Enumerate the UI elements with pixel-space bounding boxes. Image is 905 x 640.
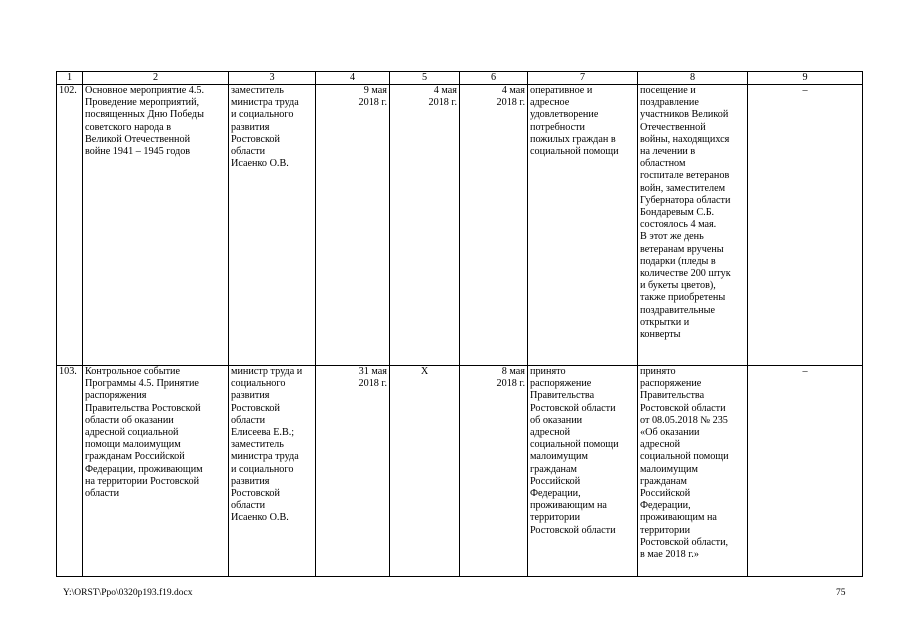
column-header: 5 [390,72,460,85]
column-header: 2 [83,72,229,85]
activity-name: Контрольное событие Программы 4.5. Принятие распоряжения Правительства Ростовской области об оказании адресной социальной помощи малоимущим гражданам Российской Федерации, проживающим на территории Ростовской области [83,366,229,577]
notes-cell: – [748,366,863,577]
table-row [57,85,863,366]
row-number: 103. [57,366,83,577]
responsible-person: заместитель министра труда и социального развития Ростовской области Исаенко О.В. [229,85,316,366]
report-table [56,71,863,577]
planned-result: принято распоряжение Правительства Ростовской области об оказании адресной социальной помощи малоимущим гражданам Российской Федерации, проживающим на территории Ростовской области [528,366,638,577]
table-header-row [57,72,863,85]
column-header: 3 [229,72,316,85]
date-cell: 31 мая 2018 г. [316,366,390,577]
activity-name: Основное мероприятие 4.5. Проведение мероприятий, посвященных Дню Победы советского народа в Великой Отечественной войне 1941 – 1945 годов [83,85,229,366]
column-header: 9 [748,72,863,85]
column-header: 4 [316,72,390,85]
planned-result: оперативное и адресное удовлетворение потребности пожилых граждан в социальной помощи [528,85,638,366]
row-number: 102. [57,85,83,366]
column-header: 1 [57,72,83,85]
table-row [57,366,863,577]
date-cell: 8 мая 2018 г. [460,366,528,577]
column-header: 8 [638,72,748,85]
column-header: 7 [528,72,638,85]
date-cell: 4 мая 2018 г. [460,85,528,366]
column-header: 6 [460,72,528,85]
actual-result: принято распоряжение Правительства Ростовской области от 08.05.2018 № 235 «Об оказании адресной социальной помощи малоимущим гражданам Российской Федерации, проживающим на территории Ростовской области, в мае 2018 г.» [638,366,748,577]
page-number: 75 [836,588,846,598]
footer-file-path: Y:\ORST\Ppo\0320p193.f19.docx [63,588,193,598]
notes-cell: – [748,85,863,366]
responsible-person: министр труда и социального развития Ростовской области Елисеева Е.В.; заместитель министра труда и социального развития Ростовской области Исаенко О.В. [229,366,316,577]
date-cell: Х [390,366,460,577]
date-cell: 4 мая 2018 г. [390,85,460,366]
date-cell: 9 мая 2018 г. [316,85,390,366]
actual-result: посещение и поздравление участников Великой Отечественной войны, находящихся на лечении в областном госпитале ветеранов войн, заместителем Губернатора области Бондаревым С.Б. состоялось 4 мая. В этот же день ветеранам вручены подарки (пледы в количестве 200 штук и букеты цветов), также приобретены поздравительные открытки и конверты [638,85,748,366]
